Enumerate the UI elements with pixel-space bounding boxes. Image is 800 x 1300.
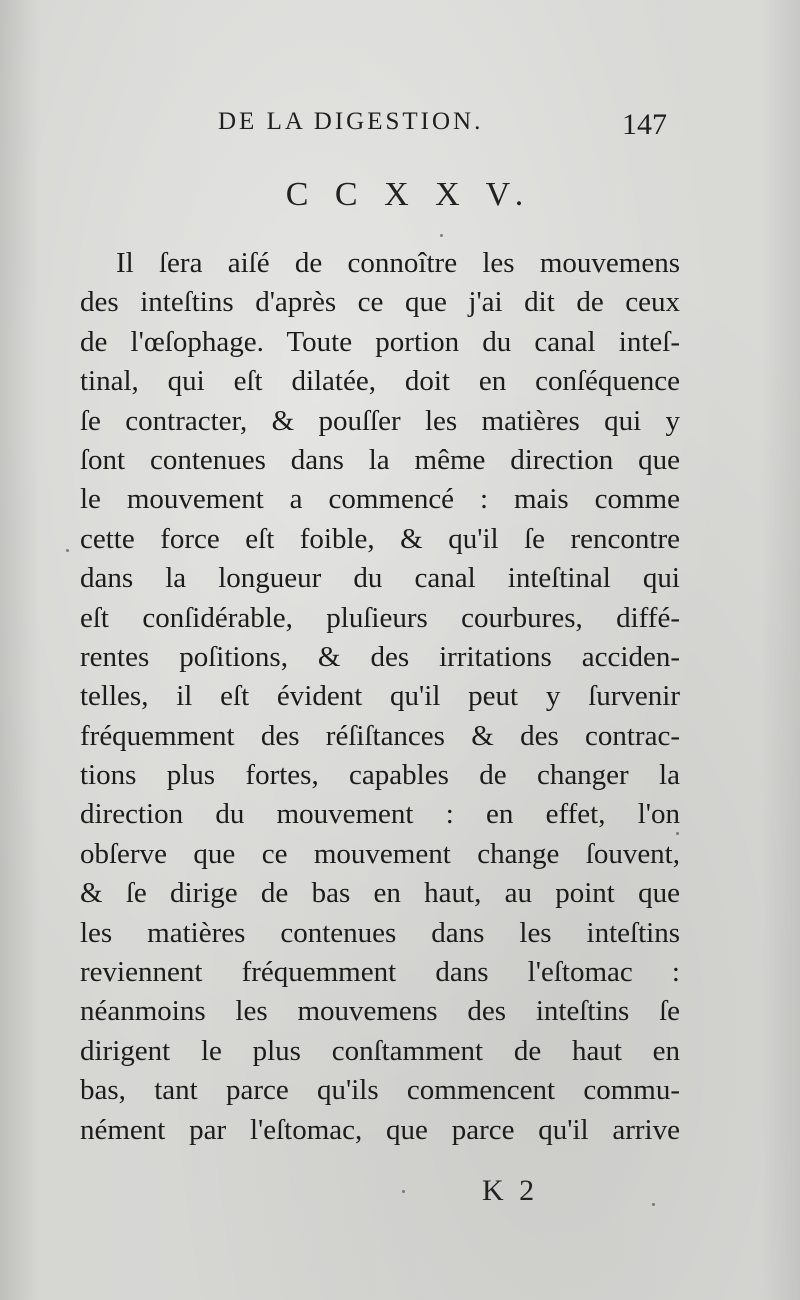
section-heading: C C X X V. [285, 176, 533, 213]
text-line: le mouvement a commencé : mais comme [80, 483, 680, 516]
running-title: DE LA DIGESTION. [218, 108, 484, 135]
text-line: dans la longueur du canal inteſtinal qui [80, 562, 680, 595]
text-line: tions plus fortes, capables de changer la [80, 759, 680, 792]
show-through-texture: ﾠ [694, 152, 720, 182]
body-paragraph [80, 244, 680, 1150]
text-line: les matières contenues dans les inteſtins [80, 916, 680, 949]
text-line: eſt conſidérable, pluſieurs courbures, diffé- [80, 601, 680, 634]
text-line: & ſe dirige de bas en haut, au point que [80, 877, 680, 910]
text-line: nément par l'eſtomac, que parce qu'il arrive [80, 1113, 680, 1146]
text-line: reviennent fréquemment dans l'eſtomac : [80, 956, 680, 989]
paper-speck [66, 549, 69, 552]
text-line: ſont contenues dans la même direction que [80, 443, 680, 476]
text-line: Il ſera aiſé de connoître les mouvemens [116, 247, 680, 279]
paper-speck [676, 832, 679, 835]
text-line: de l'œſophage. Toute portion du canal inteſ- [80, 325, 680, 358]
text-line: des inteſtins d'après ce que j'ai dit de ceux [80, 286, 680, 319]
text-line: cette force eſt foible, & qu'il ſe rencontre [80, 522, 680, 555]
paper-speck [402, 1190, 405, 1193]
paper-speck [652, 1203, 655, 1206]
text-line: telles, il eſt évident qu'il peut y ſurvenir [80, 680, 680, 713]
running-header [0, 108, 800, 148]
text-line: néanmoins les mouvemens des inteſtins ſe [80, 995, 680, 1028]
page-number: 147 [622, 108, 667, 141]
text-line: rentes poſitions, & des irritations acciden- [80, 640, 680, 673]
text-line: tinal, qui eſt dilatée, doit en conſéquence [80, 365, 680, 398]
text-line: direction du mouvement : en effet, l'on [80, 798, 680, 831]
text-line: dirigent le plus conſtamment de haut en [80, 1034, 680, 1067]
signature-mark: K 2 [482, 1174, 539, 1207]
text-line: fréquemment des réſiſtances & des contrac- [80, 719, 680, 752]
text-line: ſe contracter, & pouſſer les matières qui y [80, 404, 680, 437]
text-line: obſerve que ce mouvement change ſouvent, [80, 837, 680, 870]
paper-speck [440, 234, 443, 237]
text-line: bas, tant parce qu'ils commencent commu- [80, 1074, 680, 1107]
